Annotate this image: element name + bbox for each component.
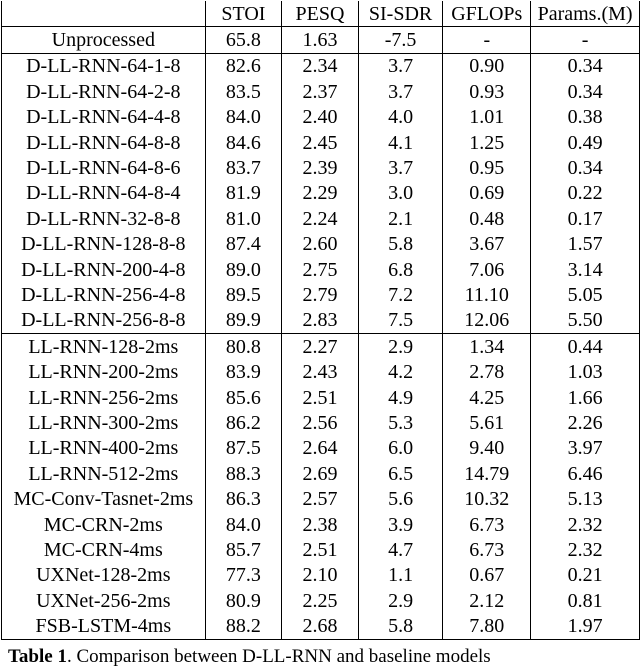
params-cell: 3.97 [531, 436, 640, 461]
si-sdr-cell: 6.8 [358, 257, 443, 282]
gflops-cell: 1.34 [443, 334, 531, 360]
gflops-cell: 2.78 [443, 359, 531, 384]
params-cell: 5.05 [531, 282, 640, 307]
model-name-cell: LL-RNN-200-2ms [2, 359, 206, 384]
table-row [2, 53, 640, 79]
gflops-cell: 7.06 [443, 257, 531, 282]
header-cell-gflops: GFLOPs [443, 1, 531, 27]
model-name-cell: MC-Conv-Tasnet-2ms [2, 486, 206, 511]
si-sdr-cell: 5.6 [358, 486, 443, 511]
stoi-cell: 83.5 [205, 79, 282, 104]
gflops-cell: 3.67 [443, 232, 531, 257]
stoi-cell: 80.8 [205, 334, 282, 360]
header-cell [2, 1, 206, 27]
si-sdr-cell: 1.1 [358, 563, 443, 588]
table-row [2, 359, 640, 384]
stoi-cell: 65.8 [205, 27, 282, 53]
params-cell: 0.81 [531, 588, 640, 613]
table-row [2, 385, 640, 410]
header-cell-pesq: PESQ [282, 1, 359, 27]
model-name-cell: D-LL-RNN-64-1-8 [2, 53, 206, 79]
gflops-cell: 2.12 [443, 588, 531, 613]
si-sdr-cell: 3.7 [358, 53, 443, 79]
stoi-cell: 81.9 [205, 181, 282, 206]
gflops-cell: 0.67 [443, 563, 531, 588]
table-row [2, 130, 640, 155]
si-sdr-cell: 2.1 [358, 206, 443, 231]
si-sdr-cell: 5.8 [358, 613, 443, 639]
table-row [2, 588, 640, 613]
si-sdr-cell: 4.0 [358, 105, 443, 130]
pesq-cell: 2.57 [282, 486, 359, 511]
pesq-cell: 2.51 [282, 385, 359, 410]
gflops-cell: 5.61 [443, 410, 531, 435]
si-sdr-cell: -7.5 [358, 27, 443, 53]
model-name-cell: D-LL-RNN-200-4-8 [2, 257, 206, 282]
gflops-cell: 6.73 [443, 537, 531, 562]
table-header-row [2, 1, 640, 27]
table-row [2, 512, 640, 537]
gflops-cell: 0.69 [443, 181, 531, 206]
table-row [2, 27, 640, 53]
model-name-cell: LL-RNN-400-2ms [2, 436, 206, 461]
stoi-cell: 81.0 [205, 206, 282, 231]
params-cell: 1.97 [531, 613, 640, 639]
gflops-cell: 14.79 [443, 461, 531, 486]
table-row [2, 257, 640, 282]
table-row [2, 105, 640, 130]
pesq-cell: 2.60 [282, 232, 359, 257]
table-row [2, 537, 640, 562]
si-sdr-cell: 4.7 [358, 537, 443, 562]
gflops-cell: 10.32 [443, 486, 531, 511]
pesq-cell: 2.68 [282, 613, 359, 639]
stoi-cell: 88.3 [205, 461, 282, 486]
gflops-cell: 0.93 [443, 79, 531, 104]
pesq-cell: 2.40 [282, 105, 359, 130]
table-row [2, 563, 640, 588]
stoi-cell: 83.7 [205, 155, 282, 180]
stoi-cell: 87.4 [205, 232, 282, 257]
pesq-cell: 2.39 [282, 155, 359, 180]
results-table [1, 1, 640, 640]
table-row [2, 206, 640, 231]
model-name-cell: D-LL-RNN-32-8-8 [2, 206, 206, 231]
gflops-cell: 6.73 [443, 512, 531, 537]
table-row [2, 613, 640, 639]
gflops-cell: 9.40 [443, 436, 531, 461]
pesq-cell: 2.83 [282, 308, 359, 334]
table-row [2, 334, 640, 360]
si-sdr-cell: 2.9 [358, 334, 443, 360]
header-cell-si-sdr: SI-SDR [358, 1, 443, 27]
params-cell: 0.21 [531, 563, 640, 588]
pesq-cell: 2.24 [282, 206, 359, 231]
table-row [2, 410, 640, 435]
pesq-cell: 2.34 [282, 53, 359, 79]
gflops-cell: 12.06 [443, 308, 531, 334]
model-name-cell: LL-RNN-128-2ms [2, 334, 206, 360]
params-cell: 0.22 [531, 181, 640, 206]
stoi-cell: 89.0 [205, 257, 282, 282]
model-name-cell: LL-RNN-512-2ms [2, 461, 206, 486]
model-name-cell: D-LL-RNN-256-8-8 [2, 308, 206, 334]
si-sdr-cell: 4.9 [358, 385, 443, 410]
gflops-cell: 11.10 [443, 282, 531, 307]
params-cell: 0.49 [531, 130, 640, 155]
si-sdr-cell: 7.2 [358, 282, 443, 307]
gflops-cell: 0.95 [443, 155, 531, 180]
model-name-cell: Unprocessed [2, 27, 206, 53]
caption-text: . Comparison between D-LL-RNN and baseline models [66, 646, 491, 667]
params-cell: 0.34 [531, 79, 640, 104]
pesq-cell: 2.25 [282, 588, 359, 613]
params-cell: 5.13 [531, 486, 640, 511]
table-row [2, 155, 640, 180]
table-row [2, 308, 640, 334]
si-sdr-cell: 5.8 [358, 232, 443, 257]
si-sdr-cell: 6.5 [358, 461, 443, 486]
params-cell: 1.57 [531, 232, 640, 257]
stoi-cell: 88.2 [205, 613, 282, 639]
gflops-cell: 7.80 [443, 613, 531, 639]
caption-label: Table 1 [8, 646, 67, 667]
table-row [2, 461, 640, 486]
stoi-cell: 89.5 [205, 282, 282, 307]
table-row [2, 436, 640, 461]
stoi-cell: 84.6 [205, 130, 282, 155]
model-name-cell: MC-CRN-4ms [2, 537, 206, 562]
pesq-cell: 2.51 [282, 537, 359, 562]
table-row [2, 486, 640, 511]
params-cell: 0.34 [531, 53, 640, 79]
params-cell: 1.03 [531, 359, 640, 384]
si-sdr-cell: 4.1 [358, 130, 443, 155]
model-name-cell: D-LL-RNN-64-4-8 [2, 105, 206, 130]
model-name-cell: D-LL-RNN-256-4-8 [2, 282, 206, 307]
model-name-cell: FSB-LSTM-4ms [2, 613, 206, 639]
stoi-cell: 77.3 [205, 563, 282, 588]
pesq-cell: 2.64 [282, 436, 359, 461]
stoi-cell: 84.0 [205, 512, 282, 537]
gflops-cell: 1.01 [443, 105, 531, 130]
model-name-cell: LL-RNN-300-2ms [2, 410, 206, 435]
gflops-cell: 0.48 [443, 206, 531, 231]
stoi-cell: 82.6 [205, 53, 282, 79]
model-name-cell: MC-CRN-2ms [2, 512, 206, 537]
gflops-cell: 1.25 [443, 130, 531, 155]
pesq-cell: 2.45 [282, 130, 359, 155]
table-row [2, 79, 640, 104]
stoi-cell: 85.6 [205, 385, 282, 410]
model-name-cell: D-LL-RNN-64-8-8 [2, 130, 206, 155]
si-sdr-cell: 3.7 [358, 155, 443, 180]
table-row [2, 181, 640, 206]
table-caption [8, 646, 491, 668]
params-cell: - [531, 27, 640, 53]
stoi-cell: 84.0 [205, 105, 282, 130]
params-cell: 2.26 [531, 410, 640, 435]
params-cell: 0.38 [531, 105, 640, 130]
stoi-cell: 86.3 [205, 486, 282, 511]
params-cell: 3.14 [531, 257, 640, 282]
si-sdr-cell: 4.2 [358, 359, 443, 384]
gflops-cell: 0.90 [443, 53, 531, 79]
pesq-cell: 1.63 [282, 27, 359, 53]
si-sdr-cell: 3.0 [358, 181, 443, 206]
table-row [2, 232, 640, 257]
params-cell: 1.66 [531, 385, 640, 410]
si-sdr-cell: 7.5 [358, 308, 443, 334]
params-cell: 2.32 [531, 537, 640, 562]
params-cell: 0.17 [531, 206, 640, 231]
stoi-cell: 86.2 [205, 410, 282, 435]
pesq-cell: 2.69 [282, 461, 359, 486]
model-name-cell: UXNet-128-2ms [2, 563, 206, 588]
stoi-cell: 89.9 [205, 308, 282, 334]
stoi-cell: 80.9 [205, 588, 282, 613]
pesq-cell: 2.27 [282, 334, 359, 360]
header-cell-stoi: STOI [205, 1, 282, 27]
params-cell: 2.32 [531, 512, 640, 537]
params-cell: 5.50 [531, 308, 640, 334]
gflops-cell: 4.25 [443, 385, 531, 410]
stoi-cell: 83.9 [205, 359, 282, 384]
si-sdr-cell: 6.0 [358, 436, 443, 461]
model-name-cell: D-LL-RNN-128-8-8 [2, 232, 206, 257]
header-cell-params: Params.(M) [531, 1, 640, 27]
pesq-cell: 2.75 [282, 257, 359, 282]
params-cell: 0.34 [531, 155, 640, 180]
si-sdr-cell: 2.9 [358, 588, 443, 613]
params-cell: 0.44 [531, 334, 640, 360]
model-name-cell: LL-RNN-256-2ms [2, 385, 206, 410]
pesq-cell: 2.38 [282, 512, 359, 537]
si-sdr-cell: 5.3 [358, 410, 443, 435]
pesq-cell: 2.37 [282, 79, 359, 104]
pesq-cell: 2.43 [282, 359, 359, 384]
pesq-cell: 2.10 [282, 563, 359, 588]
model-name-cell: D-LL-RNN-64-2-8 [2, 79, 206, 104]
si-sdr-cell: 3.9 [358, 512, 443, 537]
model-name-cell: D-LL-RNN-64-8-4 [2, 181, 206, 206]
gflops-cell: - [443, 27, 531, 53]
si-sdr-cell: 3.7 [358, 79, 443, 104]
params-cell: 6.46 [531, 461, 640, 486]
stoi-cell: 85.7 [205, 537, 282, 562]
pesq-cell: 2.79 [282, 282, 359, 307]
pesq-cell: 2.56 [282, 410, 359, 435]
model-name-cell: D-LL-RNN-64-8-6 [2, 155, 206, 180]
model-name-cell: UXNet-256-2ms [2, 588, 206, 613]
table-row [2, 282, 640, 307]
stoi-cell: 87.5 [205, 436, 282, 461]
pesq-cell: 2.29 [282, 181, 359, 206]
